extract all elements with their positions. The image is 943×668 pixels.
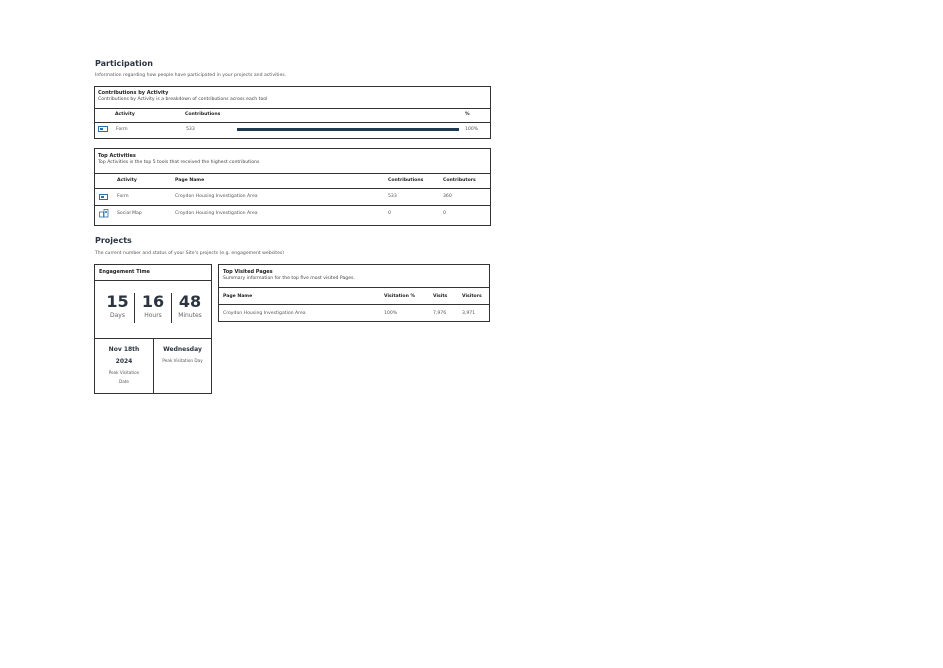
header-contributions: Contributions bbox=[185, 112, 221, 117]
minutes-label: Minutes bbox=[178, 312, 202, 319]
row-activity: Social Map bbox=[117, 211, 142, 216]
form-icon bbox=[99, 194, 108, 200]
peak-date-line2: 2024 bbox=[115, 358, 133, 365]
header-contributors: Contributors bbox=[443, 178, 476, 183]
peak-visitation-day bbox=[153, 346, 212, 363]
header-page-name: Page Name bbox=[223, 294, 253, 299]
top-visited-pages-card bbox=[218, 264, 490, 322]
header-activity: Activity bbox=[115, 112, 135, 117]
card-title: Top Activities bbox=[98, 153, 136, 159]
peak-date-label-line1: Peak Visitation bbox=[108, 370, 140, 375]
days-value: 15 bbox=[106, 292, 129, 311]
hours-value: 16 bbox=[141, 292, 165, 311]
card-title: Engagement Time bbox=[99, 269, 150, 275]
row-contributions: 0 bbox=[388, 211, 391, 216]
header-activity: Activity bbox=[117, 178, 137, 183]
engagement-time-card bbox=[94, 264, 212, 394]
row-page-name: Croydon Housing Investigation Area bbox=[223, 311, 306, 316]
header-contributions: Contributions bbox=[388, 178, 424, 183]
header-visits: Visits bbox=[433, 294, 448, 299]
row-visitors: 3,971 bbox=[462, 311, 476, 316]
projects-title: Projects bbox=[95, 236, 132, 245]
participation-title: Participation bbox=[95, 59, 153, 68]
row-activity: Form bbox=[116, 127, 128, 132]
row-activity: Form bbox=[117, 194, 129, 199]
social-map-icon bbox=[99, 209, 109, 218]
peak-day-value: Wednesday bbox=[163, 346, 202, 353]
participation-description: Information regarding how people have participated in your projects and activities. bbox=[95, 73, 287, 78]
row-contributions: 533 bbox=[388, 194, 397, 199]
minutes-block bbox=[172, 292, 208, 319]
row-percent: 100% bbox=[465, 127, 479, 132]
row-visits: 7,976 bbox=[433, 311, 447, 316]
peak-date-label-line2: Date bbox=[118, 379, 129, 384]
row-contributors: 360 bbox=[443, 194, 452, 199]
days-label: Days bbox=[110, 312, 125, 319]
hours-block bbox=[135, 292, 171, 319]
row-visitation: 100% bbox=[384, 311, 398, 316]
contribution-bar-track bbox=[237, 128, 459, 131]
header-page-name: Page Name bbox=[175, 178, 205, 183]
card-subtitle: Top Activities is the top 5 tools that received the highest contributions bbox=[98, 160, 260, 165]
peak-day-label: Peak Visitation Day bbox=[162, 358, 203, 363]
projects-description: The current number and status of your Site's projects (e.g. engagement websites) bbox=[95, 251, 285, 256]
days-block bbox=[101, 292, 134, 319]
header-visitation: Visitation % bbox=[384, 294, 416, 299]
row-page-name: Croydon Housing Investigation Area bbox=[175, 194, 258, 199]
header-percent: % bbox=[465, 112, 470, 117]
row-contributors: 0 bbox=[443, 211, 446, 216]
peak-date-line1: Nov 18th bbox=[108, 346, 140, 353]
header-visitors: Visitors bbox=[462, 294, 482, 299]
card-subtitle: Contributions by Activity is a breakdown of contributions across each tool bbox=[98, 97, 268, 102]
hours-label: Hours bbox=[144, 312, 162, 319]
card-title: Contributions by Activity bbox=[98, 90, 169, 96]
minutes-value: 48 bbox=[178, 292, 202, 311]
peak-visitation-date bbox=[95, 346, 153, 384]
contributions-by-activity-card bbox=[94, 86, 491, 139]
card-title: Top Visited Pages bbox=[223, 269, 273, 275]
top-activities-card bbox=[94, 148, 491, 226]
contribution-bar-fill bbox=[237, 128, 459, 131]
row-page-name: Croydon Housing Investigation Area bbox=[175, 211, 258, 216]
form-icon bbox=[98, 126, 108, 132]
card-subtitle: Summary information for the top five most visited Pages. bbox=[223, 276, 355, 281]
row-contributions: 533 bbox=[186, 127, 195, 132]
